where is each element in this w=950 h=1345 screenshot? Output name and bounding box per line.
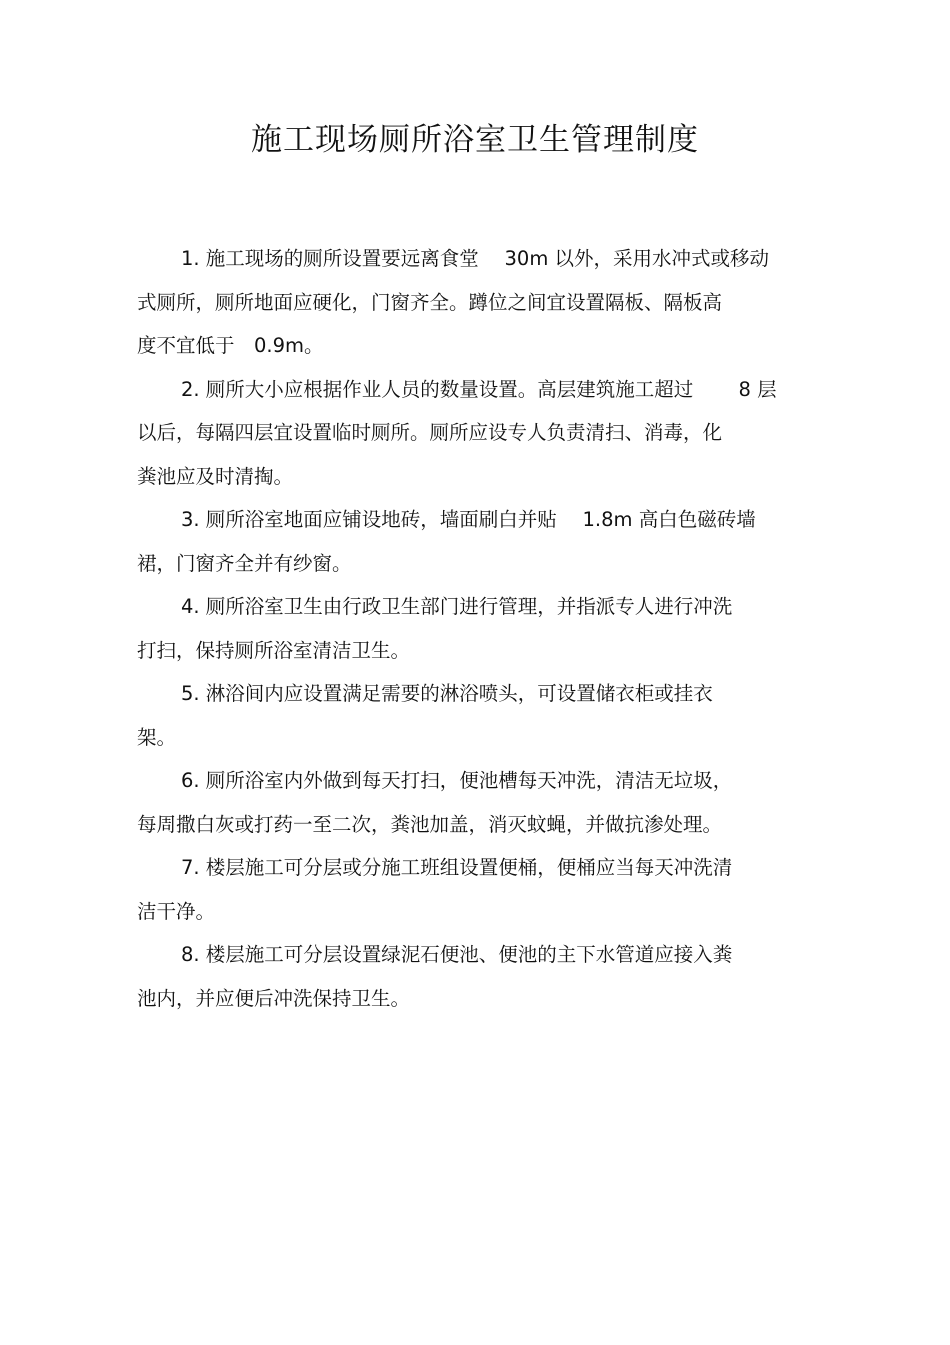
paragraph-line: 6. 厕所浴室内外做到每天打扫，便池槽每天冲洗，清洁无垃圾， xyxy=(181,769,733,792)
paragraph-line: 5. 淋浴间内应设置满足需要的淋浴喷头，可设置储衣柜或挂衣 xyxy=(181,682,713,705)
paragraph-line: 每周撒白灰或打药一至二次，粪池加盖，消灭蚊蝇，并做抗渗处理。 xyxy=(137,812,723,836)
paragraph-line: 洁干净。 xyxy=(137,899,216,923)
paragraph-7 xyxy=(137,846,817,933)
paragraph-line: 裙，门窗齐全并有纱窗。 xyxy=(137,551,352,575)
paragraph-line: 池内，并应便后冲洗保持卫生。 xyxy=(137,986,411,1010)
paragraph-line: 4. 厕所浴室卫生由行政卫生部门进行管理，并指派专人进行冲洗 xyxy=(181,595,733,618)
paragraph-1 xyxy=(137,237,817,368)
paragraph-line: 粪池应及时清掏。 xyxy=(137,464,294,488)
paragraph-line: 2. 厕所大小应根据作业人员的数量设置。高层建筑施工超过 8 层 xyxy=(181,377,777,401)
paragraph-6 xyxy=(137,759,817,846)
paragraph-line: 度不宜低于 0.9m。 xyxy=(137,334,324,357)
paragraph-line: 1. 施工现场的厕所设置要远离食堂 30m 以外，采用水冲式或移动 xyxy=(181,247,770,270)
paragraph-line: 以后，每隔四层宜设置临时厕所。厕所应设专人负责清扫、消毒，化 xyxy=(137,421,723,444)
paragraph-line: 7. 楼层施工可分层或分施工班组设置便桶，便桶应当每天冲洗清 xyxy=(181,856,733,879)
document-body xyxy=(137,237,817,1020)
paragraph-2 xyxy=(137,368,817,499)
paragraph-line: 打扫，保持厕所浴室清洁卫生。 xyxy=(137,638,411,662)
paragraph-3 xyxy=(137,498,817,585)
paragraph-4 xyxy=(137,585,817,672)
paragraph-line: 架。 xyxy=(137,725,177,749)
paragraph-line: 8. 楼层施工可分层设置绿泥石便池、便池的主下水管道应接入粪 xyxy=(181,943,733,966)
paragraph-5 xyxy=(137,672,817,759)
paragraph-8 xyxy=(137,933,817,1020)
paragraph-line: 式厕所，厕所地面应硬化，门窗齐全。蹲位之间宜设置隔板、隔板高 xyxy=(137,290,723,314)
document-title: 施工现场厕所浴室卫生管理制度 xyxy=(251,122,699,158)
paragraph-line: 3. 厕所浴室地面应铺设地砖，墙面刷白并贴 1.8m 高白色磁砖墙 xyxy=(181,508,756,531)
